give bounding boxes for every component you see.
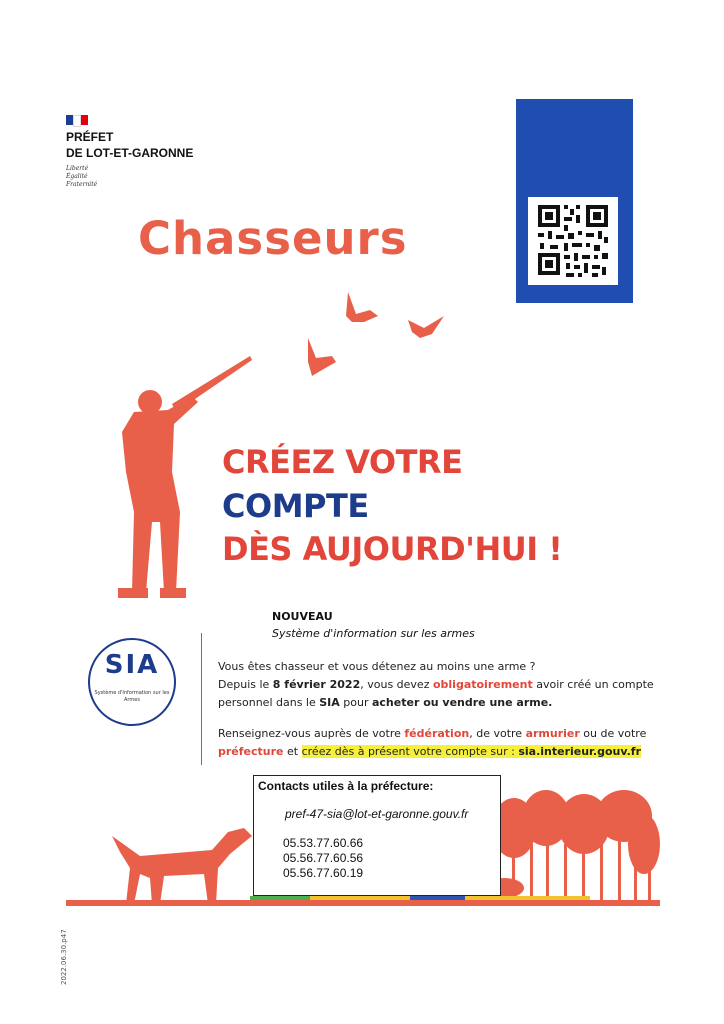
contact-phone-1[interactable]: 05.53.77.60.66 xyxy=(283,836,364,850)
nouveau-label: NOUVEAU xyxy=(272,610,333,623)
motto-egalite: Égalité xyxy=(66,173,88,180)
paragraph-1-line-2: Depuis le 8 février 2022, vous devez obligatoirement avoir créé un compte xyxy=(218,678,654,691)
ground-band-green xyxy=(250,896,310,900)
ground-line xyxy=(66,900,660,906)
contact-phone-3[interactable]: 05.56.77.60.19 xyxy=(283,866,364,880)
sia-subtitle: Système d'information sur les armes xyxy=(272,627,475,640)
ground-band-yellow-2 xyxy=(465,896,590,900)
sia-logo-caption: Système d'Information sur les Armes xyxy=(94,690,170,703)
qr-code-icon xyxy=(528,197,618,285)
prefet-department: DE LOT-ET-GARONNE xyxy=(66,146,194,160)
document-code: 2022.06.30.p47 xyxy=(60,929,68,985)
headline-line-3: DÈS AUJOURD'HUI ! xyxy=(222,530,563,568)
contact-phone-2[interactable]: 05.56.77.60.56 xyxy=(283,851,364,865)
paragraph-1-line-1: Vous êtes chasseur et vous détenez au moins une arme ? xyxy=(218,660,536,673)
paragraph-2-line-2: préfecture et créez dès à présent votre compte sur : sia.interieur.gouv.fr xyxy=(218,745,642,758)
page-title: Chasseurs xyxy=(138,212,408,265)
hunting-dog-illustration xyxy=(112,822,257,904)
trees-illustration xyxy=(484,788,660,900)
french-flag-logo xyxy=(66,115,88,125)
obligation-emphasis: obligatoirement xyxy=(432,678,533,691)
prefet-title: PRÉFET xyxy=(66,130,114,144)
contact-email-link[interactable]: pref-47-sia@lot-et-garonne.gouv.fr xyxy=(285,807,469,821)
paragraph-1-line-3: personnel dans le SIA pour acheter ou vendre une arme. xyxy=(218,696,553,709)
qr-code[interactable] xyxy=(528,197,618,285)
motto-fraternite: Fraternité xyxy=(66,181,98,188)
sia-logo-acronym: SIA xyxy=(104,650,160,680)
divider-line xyxy=(201,633,202,765)
flying-birds-illustration xyxy=(296,286,456,386)
ground-band-blue xyxy=(410,896,465,900)
bird-icon xyxy=(408,316,444,338)
bird-icon xyxy=(308,338,336,376)
ground-band-yellow xyxy=(310,896,410,900)
deadline-date: 8 février 2022 xyxy=(272,678,361,691)
bird-icon xyxy=(346,292,378,322)
paragraph-2-line-1: Renseignez-vous auprès de votre fédération, de votre armurier ou de votre xyxy=(218,727,647,740)
headline-line-2: COMPTE xyxy=(222,487,369,525)
motto-liberte: Liberté xyxy=(66,165,89,172)
sia-website-link[interactable]: sia.interieur.gouv.fr xyxy=(518,745,642,758)
contacts-title: Contacts utiles à la préfecture: xyxy=(258,779,434,793)
headline-line-1: CRÉEZ VOTRE xyxy=(222,443,463,481)
